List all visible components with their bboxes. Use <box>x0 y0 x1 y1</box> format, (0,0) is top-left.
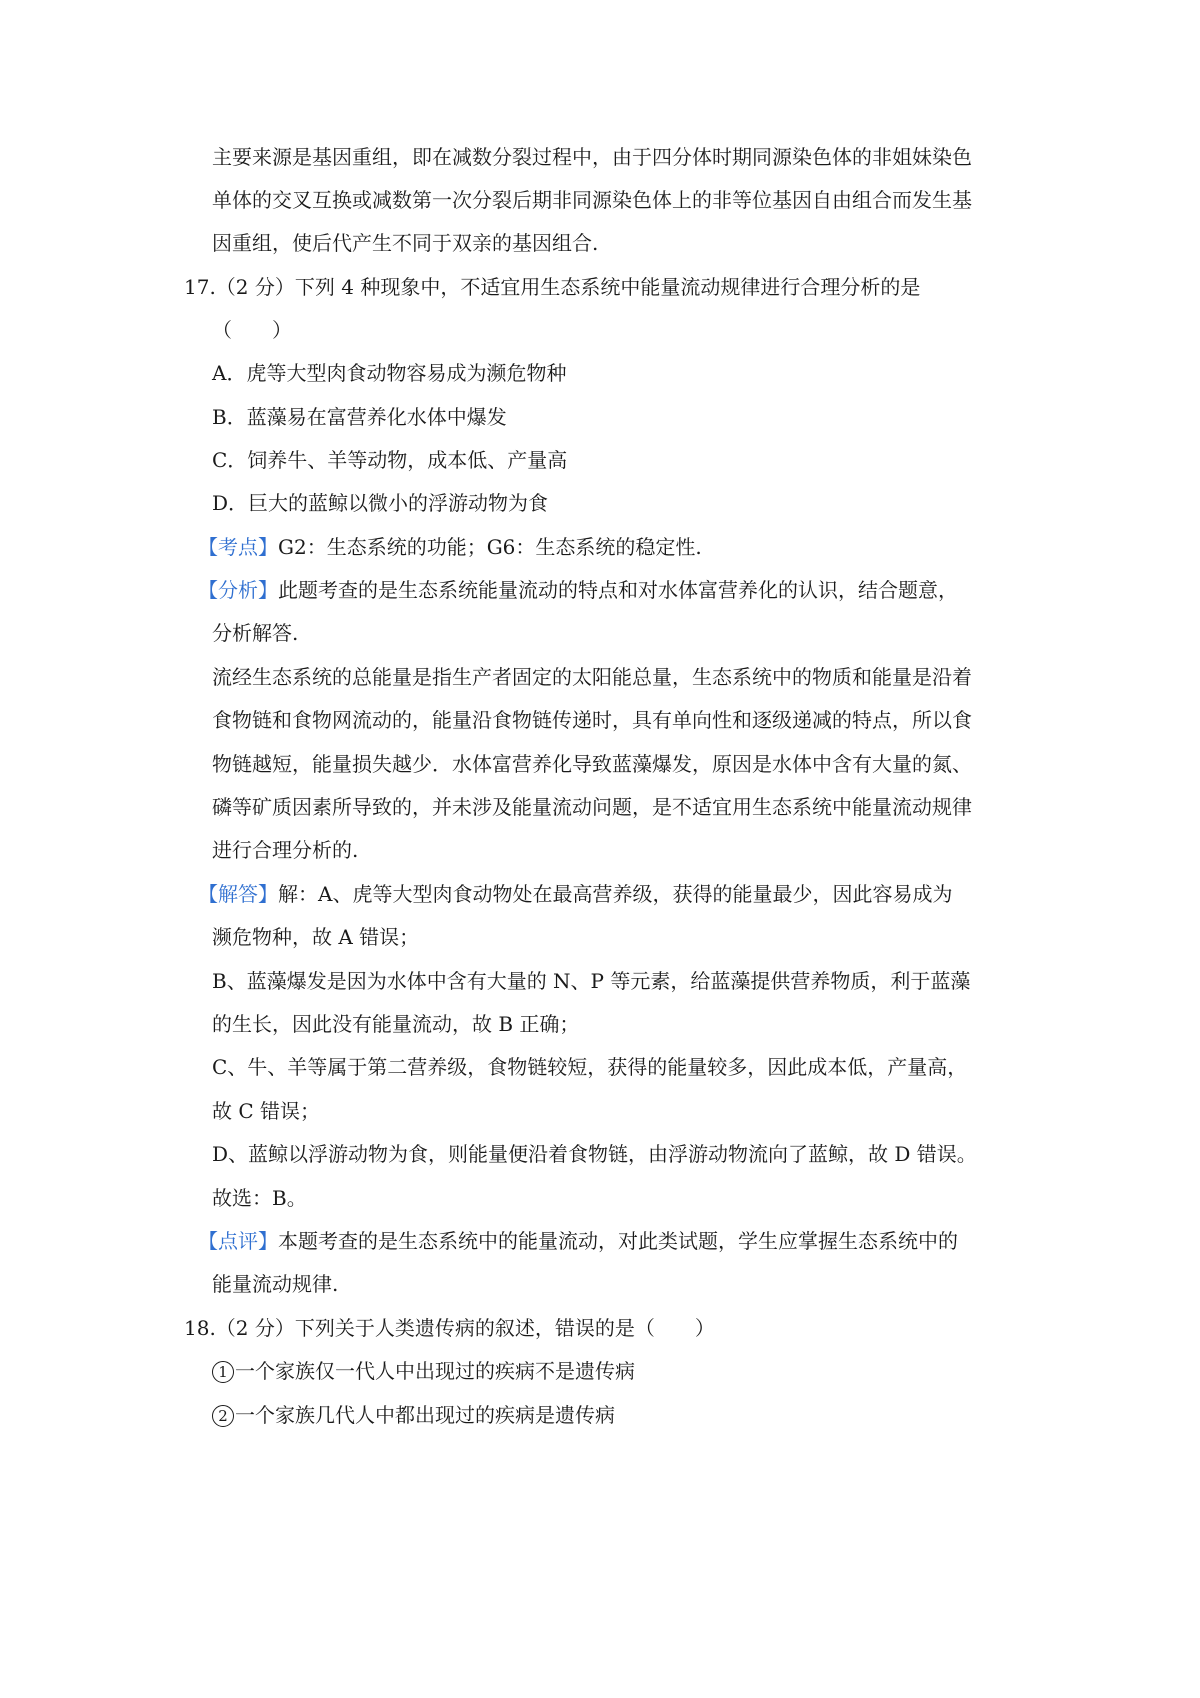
circled-number-2: 2 <box>212 1405 234 1427</box>
intro-line-3: 因重组，使后代产生不同于双亲的基因组合. <box>212 231 599 255</box>
jieda-line-4: 的生长，因此没有能量流动，故 B 正确； <box>212 1012 580 1036</box>
q18-item-1-text: 一个家族仅一代人中出现过的疾病不是遗传病 <box>235 1359 635 1383</box>
fenxi-line-3: 流经生态系统的总能量是指生产者固定的太阳能总量，生态系统中的物质和能量是沿着 <box>212 665 972 689</box>
dianping-line-2: 能量流动规律. <box>212 1272 339 1296</box>
jieda-line-1 <box>198 879 952 909</box>
jieda-tag: 【解答】 <box>198 882 278 906</box>
jieda-line-7: D、蓝鲸以浮游动物为食，则能量便沿着食物链，由浮游动物流向了蓝鲸，故 D 错误。 <box>212 1142 977 1166</box>
q17-stem: 17.（2 分）下列 4 种现象中，不适宜用生态系统中能量流动规律进行合理分析的是 <box>184 275 921 299</box>
q17-blank: （ ） <box>212 318 292 342</box>
kaodian-line <box>198 532 702 562</box>
circled-number-1: 1 <box>212 1361 234 1383</box>
fenxi-line-4: 食物链和食物网流动的，能量沿食物链传递时，具有单向性和逐级递减的特点，所以食 <box>212 708 972 732</box>
jieda-line-6: 故 C 错误； <box>212 1099 321 1123</box>
jieda-line-2: 濒危物种，故 A 错误； <box>212 925 420 949</box>
q17-option-a: A．虎等大型肉食动物容易成为濒危物种 <box>212 361 567 385</box>
dianping-first: 本题考查的是生态系统中的能量流动，对此类试题，学生应掌握生态系统中的 <box>278 1229 958 1253</box>
jieda-line-3: B、蓝藻爆发是因为水体中含有大量的 N、P 等元素，给蓝藻提供营养物质，利于蓝藻 <box>212 969 971 993</box>
jieda-line-5: C、牛、羊等属于第二营养级，食物链较短，获得的能量较多，因此成本低，产量高， <box>212 1055 968 1079</box>
fenxi-first: 此题考查的是生态系统能量流动的特点和对水体富营养化的认识，结合题意， <box>278 578 958 602</box>
q17-option-c: C．饲养牛、羊等动物，成本低、产量高 <box>212 448 568 472</box>
fenxi-line-7: 进行合理分析的. <box>212 838 359 862</box>
jieda-first: 解：A、虎等大型肉食动物处在最高营养级，获得的能量最少，因此容易成为 <box>278 882 953 906</box>
kaodian-text: G2：生态系统的功能；G6：生态系统的稳定性. <box>278 535 702 559</box>
q17-option-d: D．巨大的蓝鲸以微小的浮游动物为食 <box>212 491 549 515</box>
fenxi-line-2: 分析解答. <box>212 621 299 645</box>
jieda-line-8: 故选：B。 <box>212 1186 307 1210</box>
fenxi-tag: 【分析】 <box>198 578 278 602</box>
fenxi-line-5: 物链越短，能量损失越少．水体富营养化导致蓝藻爆发，原因是水体中含有大量的氮、 <box>212 752 972 776</box>
dianping-line-1 <box>198 1226 958 1256</box>
q18-stem: 18.（2 分）下列关于人类遗传病的叙述，错误的是（ ） <box>184 1316 715 1340</box>
intro-line-1: 主要来源是基因重组，即在减数分裂过程中，由于四分体时期同源染色体的非姐妹染色 <box>212 145 972 169</box>
fenxi-line-1 <box>198 575 958 605</box>
fenxi-line-6: 磷等矿质因素所导致的，并未涉及能量流动问题，是不适宜用生态系统中能量流动规律 <box>212 795 972 819</box>
intro-line-2: 单体的交叉互换或减数第一次分裂后期非同源染色体上的非等位基因自由组合而发生基 <box>212 188 972 212</box>
q17-option-b: B．蓝藻易在富营养化水体中爆发 <box>212 405 507 429</box>
kaodian-tag: 【考点】 <box>198 535 278 559</box>
dianping-tag: 【点评】 <box>198 1229 278 1253</box>
q18-item-2-text: 一个家族几代人中都出现过的疾病是遗传病 <box>235 1403 615 1427</box>
q18-item-2 <box>212 1400 615 1430</box>
q18-item-1 <box>212 1356 635 1386</box>
